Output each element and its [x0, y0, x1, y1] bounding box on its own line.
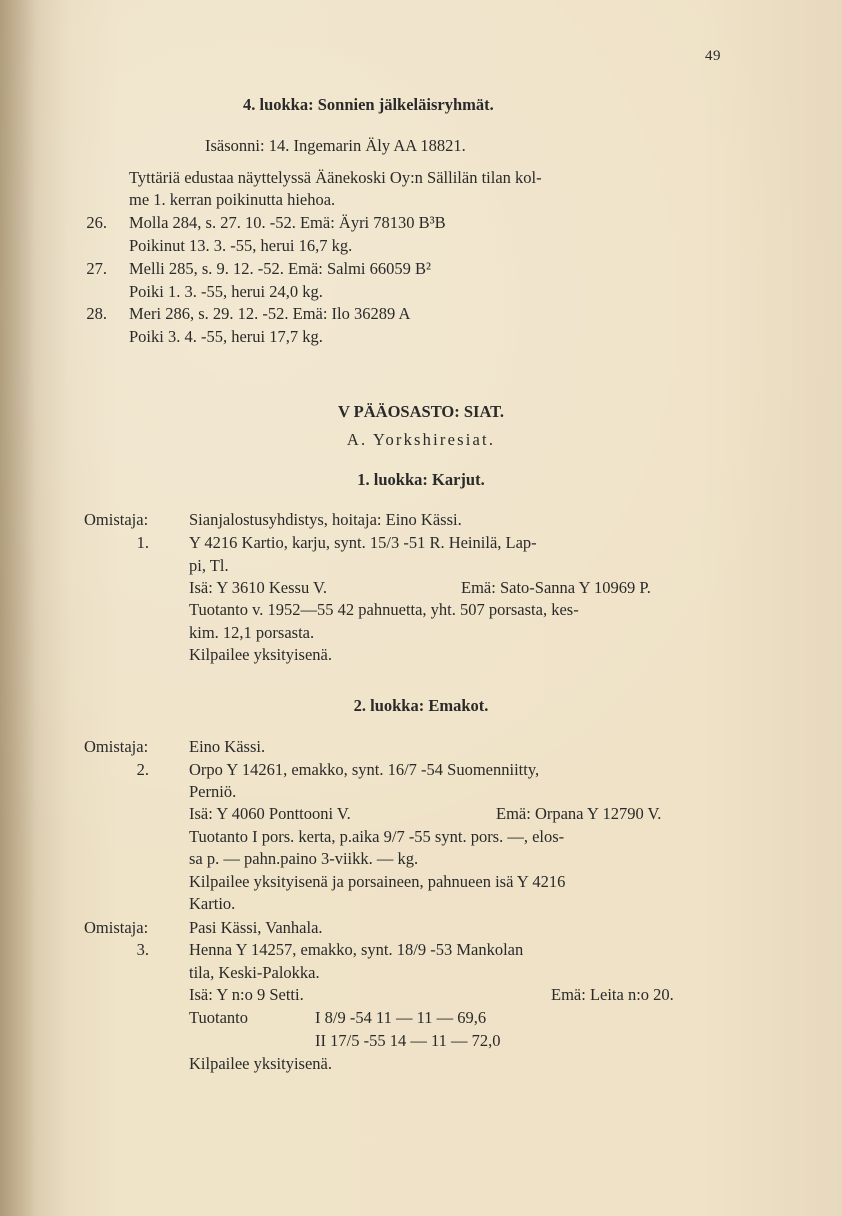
sire-line: Isäsonni: 14. Ingemarin Äly AA 18821. [205, 136, 466, 155]
entry-2-competition-2: Kartio. [189, 894, 236, 913]
owner-3: Pasi Kässi, Vanhala. [189, 918, 323, 937]
entry-3-line-2: tila, Keski-Palokka. [189, 963, 320, 982]
owner-1: Sianjalostusyhdistys, hoitaja: Eino Kässi. [189, 510, 462, 529]
item-number-28: 28. [86, 304, 107, 323]
main-section-heading: V PÄÄOSASTO: SIAT. [337, 402, 505, 421]
owner-2: Eino Kässi. [189, 737, 266, 756]
entry-2-competition-1: Kilpailee yksityisenä ja porsaineen, pahnueen isä Y 4216 [189, 872, 566, 891]
sub-section-heading: A. Yorkshiresiat. [346, 430, 496, 449]
entry-2-line-2: Perniö. [189, 782, 237, 801]
page-edge-shadow [0, 0, 70, 1216]
entry-3-dam: Emä: Leita n:o 20. [551, 985, 674, 1004]
item-26-line-2: Poikinut 13. 3. -55, herui 16,7 kg. [129, 236, 353, 255]
item-27-line-1: Melli 285, s. 9. 12. -52. Emä: Salmi 66059 B² [129, 259, 431, 278]
entry-1-dam: Emä: Sato-Sanna Y 10969 P. [461, 578, 651, 597]
entry-3-production-row-1: I 8/9 -54 11 — 11 — 69,6 [315, 1008, 487, 1027]
entry-3-sire: Isä: Y n:o 9 Setti. [189, 985, 304, 1004]
entry-3-competition: Kilpailee yksityisenä. [189, 1054, 332, 1073]
entry-1-line-2: pi, Tl. [189, 556, 229, 575]
item-number-27: 27. [86, 259, 107, 278]
entry-1-competition: Kilpailee yksityisenä. [189, 645, 332, 664]
entry-1-line-1: Y 4216 Kartio, karju, synt. 15/3 -51 R. Heinilä, Lap- [189, 533, 537, 552]
item-28-line-1: Meri 286, s. 29. 12. -52. Emä: Ilo 36289 A [129, 304, 411, 323]
entry-1-sire: Isä: Y 3610 Kessu V. [189, 578, 327, 597]
entry-3-production-label: Tuotanto [189, 1008, 248, 1027]
entry-number-1: 1. [136, 533, 149, 552]
item-number-26: 26. [86, 213, 107, 232]
class-1-heading: 1. luokka: Karjut. [357, 470, 485, 489]
entry-2-sire: Isä: Y 4060 Ponttooni V. [189, 804, 351, 823]
entry-2-production-1: Tuotanto I pors. kerta, p.aika 9/7 -55 synt. pors. —, elos- [189, 827, 565, 846]
entry-2-production-2: sa p. — pahn.paino 3-viikk. — kg. [189, 849, 419, 868]
entry-2-dam: Emä: Orpana Y 12790 V. [496, 804, 662, 823]
item-26-line-1: Molla 284, s. 27. 10. -52. Emä: Äyri 78130 B³B [129, 213, 446, 232]
entry-1-production-1: Tuotanto v. 1952—55 42 pahnuetta, yht. 507 porsasta, kes- [189, 600, 579, 619]
owner-label-1: Omistaja: [84, 510, 149, 529]
entry-3-line-1: Henna Y 14257, emakko, synt. 18/9 -53 Mankolan [189, 940, 524, 959]
entry-1-production-2: kim. 12,1 porsasta. [189, 623, 315, 642]
entry-2-line-1: Orpo Y 14261, emakko, synt. 16/7 -54 Suomenniitty, [189, 760, 540, 779]
class-2-heading: 2. luokka: Emakot. [353, 696, 489, 715]
owner-label-3: Omistaja: [84, 918, 149, 937]
entry-number-2: 2. [136, 760, 149, 779]
owner-label-2: Omistaja: [84, 737, 149, 756]
entry-number-3: 3. [136, 940, 149, 959]
intro-line-2: me 1. kerran poikinutta hiehoa. [129, 190, 336, 209]
item-27-line-2: Poiki 1. 3. -55, herui 24,0 kg. [129, 282, 323, 301]
intro-line-1: Tyttäriä edustaa näyttelyssä Äänekoski Oy:n Sällilän tilan kol- [129, 168, 542, 187]
entry-3-production-row-2: II 17/5 -55 14 — 11 — 72,0 [315, 1031, 501, 1050]
item-28-line-2: Poiki 3. 4. -55, herui 17,7 kg. [129, 327, 323, 346]
page-number: 49 [705, 48, 721, 64]
section-heading-luokka-4: 4. luokka: Sonnien jälkeläisryhmät. [243, 95, 494, 114]
